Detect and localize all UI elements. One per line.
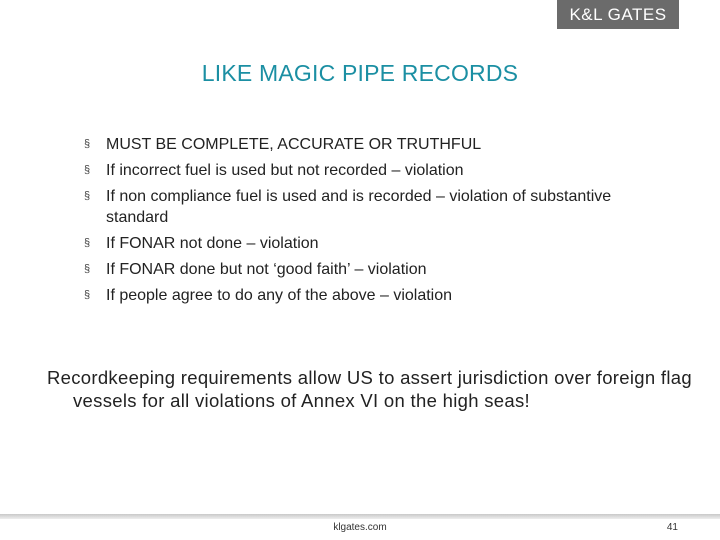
bullet-icon: § [84,138,91,150]
page-number: 41 [666,522,678,533]
bullet-text: If people agree to do any of the above – violation [106,287,453,304]
footer-url: klgates.com [333,522,387,533]
bullet-icon: § [84,164,91,176]
bullet-icon: § [84,263,91,275]
bullet-text: If non compliance fuel is used and is recorded – violation of substantive standard [106,188,612,226]
bullet-icon: § [84,237,91,249]
bullet-text: MUST BE COMPLETE, ACCURATE OR TRUTHFUL [106,136,482,153]
bullet-icon: § [84,190,91,202]
summary-text: Recordkeeping requirements allow US to assert jurisdiction over foreign flag vessels for all violations of Annex VI on the high seas! [47,367,692,411]
bullet-item [84,186,644,228]
slide-title: LIKE MAGIC PIPE RECORDS [201,60,519,86]
footer-divider [0,514,720,519]
bullet-text: If FONAR not done – violation [106,235,319,252]
bullet-text: If incorrect fuel is used but not recorded – violation [106,162,464,179]
bullet-icon: § [84,289,91,301]
kl-gates-logo: K&L GATES [557,0,679,29]
bullet-text: If FONAR done but not ‘good faith’ – violation [106,261,427,278]
bullet-list [84,134,644,311]
bullet-item [84,233,644,254]
bullet-item [84,160,644,181]
bullet-item [84,259,644,280]
bullet-item [84,285,644,306]
bullet-item [84,134,644,155]
